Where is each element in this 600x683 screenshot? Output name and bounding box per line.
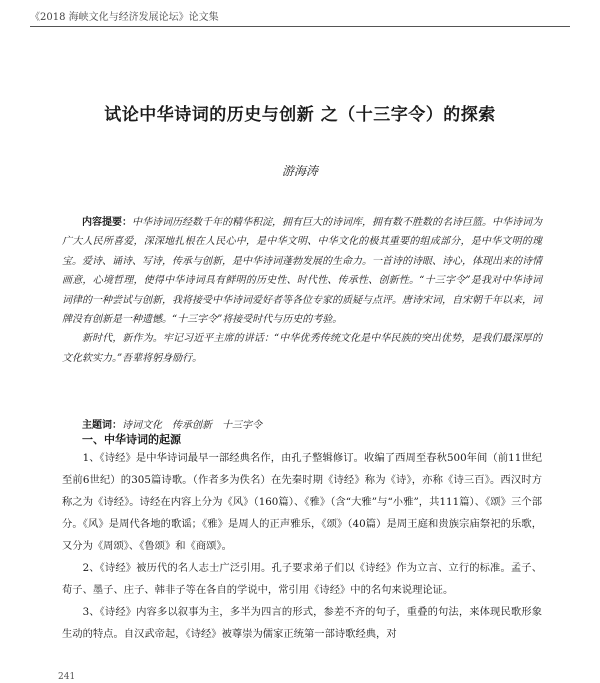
body-paragraph-3: 3、《诗经》内容多以叙事为主，多半为四言的形式，参差不齐的句子，重叠的句法，来体现民歌形象生动的特点。自汉武帝起，《诗经》被尊崇为儒家正统第一部诗歌经典，对 (62, 606, 542, 640)
abstract (62, 213, 542, 368)
abstract-label: 内容提要： (82, 217, 132, 228)
body-paragraph-2: 2、《诗经》被历代的名人志士广泛引用。孔子要求弟子们以《诗经》作为立言、立行的标准。孟子、荀子、墨子、庄子、韩非子等在各自的学说中，常引用《诗经》中的名句来说理论证。 (62, 562, 542, 596)
keywords (62, 416, 542, 431)
author-name: 游海涛 (281, 164, 318, 178)
header-rule (30, 26, 570, 27)
body-paragraph-1: 1、《诗经》是中华诗词最早一部经典名作，由孔子整辑修订。收编了西周至春秋500年间（前11世纪至前6世纪）的305篇诗歌。（作者多为佚名）在先秦时期《诗经》称为《诗》，亦称《诗三百》。西汉时方称之为《诗经》。诗经在内容上分为《风》（160篇）、《雅》（含“大雅”与“小雅”，共111篇）、《颂》三个部分。《风》是周代各地的歌谣；《雅》是周人的正声雅乐，《颂》（40篇）是周王庭和贵族宗庙祭祀的乐歌，又分为《周颂》、《鲁颂》和《商颂》。 (62, 452, 542, 552)
paper-title: 试论中华诗词的历史与创新 之（十三字令）的探索 (104, 105, 496, 125)
section-heading: 一、中华诗词的起源 (82, 433, 181, 446)
running-header: 《2018 海峡文化与经济发展论坛》论文集 (30, 12, 219, 23)
keywords-label: 主题词： (82, 420, 122, 431)
abstract-paragraph-1 (62, 213, 542, 329)
abstract-paragraph-2: 新时代，新作为。牢记习近平主席的讲话：“中华优秀传统文化是中华民族的突出优势，是我们最深厚的文化软实力。”吾辈将躬身励行。 (62, 333, 542, 364)
keywords-text: 诗词文化 传承创新 十三字令 (122, 420, 262, 431)
abstract-text-1: 中华诗词历经数千年的精华积淀，拥有巨大的诗词库，拥有数不胜数的名诗巨篮。中华诗词为广大人民所喜爱，深深地扎根在人民心中，是中华文明、中华文化的极其重要的组成部分，是中华文明的瑰宝。爱诗、诵诗、写诗，传承与创新，是中华诗词蓬勃发展的生命力。一首诗的诗眼、诗心，体现出来的诗情画意，心境哲理，使得中华诗词具有鲜明的历史性、时代性、传承性、创新性。“十三字令”是我对中华诗词词律的一种尝试与创新，我将接受中华诗词爱好者等各位专家的质疑与点评。唐诗宋词，自宋朝千年以来，词牌没有创新是一种遗憾。“十三字令”将接受时代与历史的考验。 (62, 217, 542, 326)
page-number: 241 (58, 672, 76, 682)
body-text (62, 447, 542, 645)
